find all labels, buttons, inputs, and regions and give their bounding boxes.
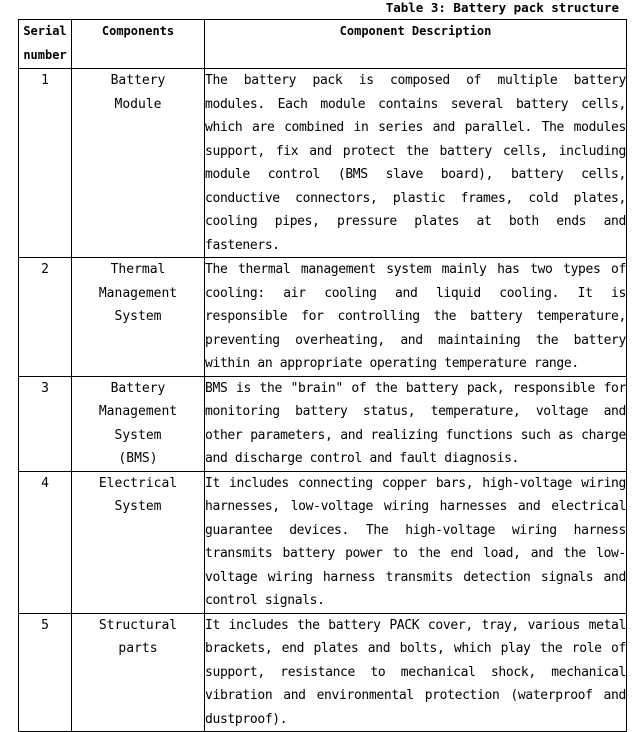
- description-cell: It includes connecting copper bars, high-voltage wiring harnesses, low-voltage wiring harnesses and electrical guarantee devices. The high-voltage wiring harness transmits battery power to the end load, and the low-voltage wiring harness transmits detection signals and control signals.: [205, 471, 627, 613]
- component-line: Module: [114, 96, 162, 112]
- table-row: [19, 258, 627, 377]
- serial-cell: 3: [19, 376, 72, 471]
- component-line: System: [114, 309, 162, 324]
- header-serial-number: [19, 20, 72, 69]
- component-line: (BMS): [118, 451, 158, 466]
- header-component-description: Component Description: [205, 20, 627, 69]
- table-caption: Table 3: Battery pack structure: [385, 0, 619, 15]
- serial-cell: 1: [19, 69, 72, 258]
- table-row: [19, 471, 627, 613]
- component-line: Electrical: [98, 475, 178, 491]
- component-cell: [72, 471, 205, 613]
- header-serial-line1: Serial: [23, 24, 67, 38]
- description-cell: The battery pack is composed of multiple battery modules. Each module contains several battery cells, which are combined in series and parallel. The modules support, fix and protect the battery cells, including module control (BMS slave board), battery cells, conductive connectors, plastic frames, cold plates, cooling pipes, pressure plates at both ends and fasteners.: [205, 69, 627, 258]
- component-cell: [72, 258, 205, 377]
- component-cell: [72, 69, 205, 258]
- serial-cell: 2: [19, 258, 72, 377]
- description-cell: The thermal management system mainly has two types of cooling: air cooling and liquid cooling. It is responsible for controlling the battery temperature, preventing overheating, and maintaining the battery within an appropriate operating temperature range.: [205, 258, 627, 377]
- table-row: [19, 69, 627, 258]
- component-cell: [72, 376, 205, 471]
- component-line: Structural: [98, 617, 178, 633]
- component-line: parts: [118, 641, 158, 656]
- component-line: System: [114, 427, 162, 443]
- table-row: [19, 376, 627, 471]
- component-line: Management: [98, 285, 178, 301]
- component-line: System: [114, 499, 162, 514]
- component-line: Battery: [110, 380, 166, 396]
- header-components: Components: [72, 20, 205, 69]
- header-serial-line2: number: [23, 47, 67, 62]
- battery-pack-structure-table: [18, 19, 627, 732]
- component-line: Thermal: [110, 262, 166, 277]
- description-cell: BMS is the "brain" of the battery pack, responsible for monitoring battery status, temperature, voltage and other parameters, and realizing functions such as charge and discharge control and fault diagnosis.: [205, 376, 627, 471]
- component-line: Battery: [110, 73, 166, 88]
- serial-cell: 4: [19, 471, 72, 613]
- component-line: Management: [98, 404, 178, 419]
- table-header-row: [19, 20, 627, 69]
- description-cell: It includes the battery PACK cover, tray, various metal brackets, end plates and bolts, which play the role of support, resistance to mechanical shock, mechanical vibration and environmental protection (waterproof and dustproof).: [205, 613, 627, 732]
- serial-cell: 5: [19, 613, 72, 732]
